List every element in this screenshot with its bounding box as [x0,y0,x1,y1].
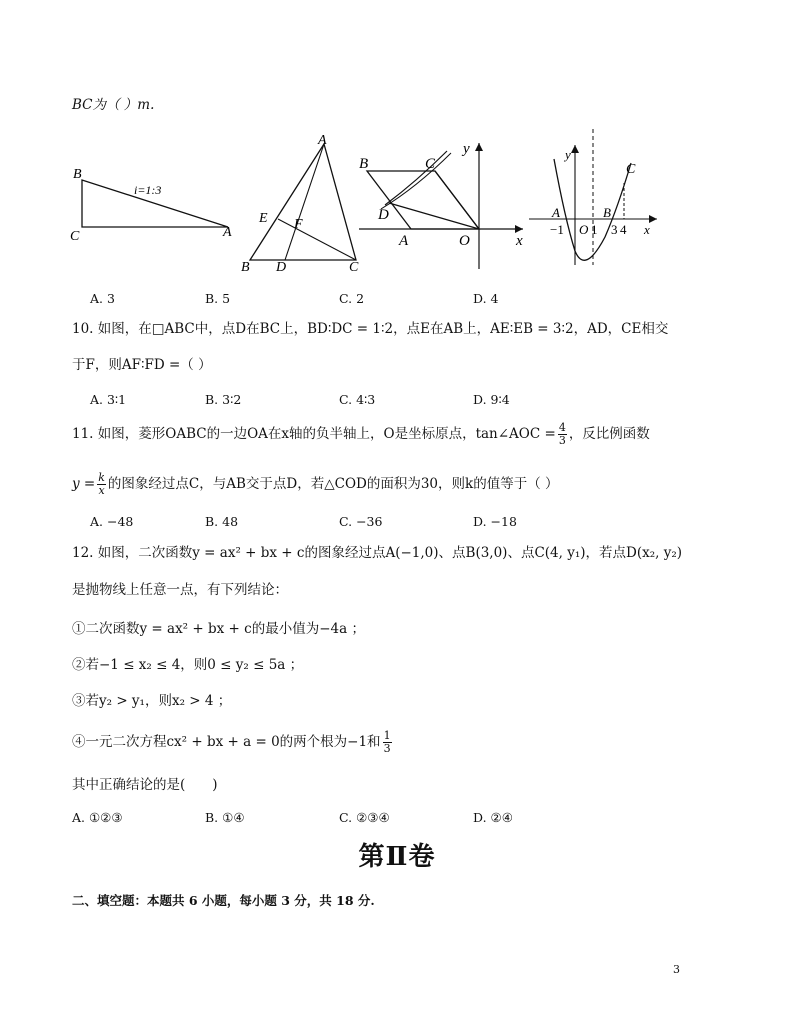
fig2-label-b: B [241,260,250,275]
fig2-label-f: F [294,217,303,232]
fig3-label-o: O [459,233,470,249]
figure-parabola [525,125,665,270]
q11-line2 [72,472,558,497]
q11-tan-fraction [558,422,567,447]
q9-option-d[interactable]: D. 4 [473,291,499,306]
q12-c4-numerator: 1 [383,729,391,742]
q10-option-b[interactable]: B. 3∶2 [205,392,242,407]
q12-option-d[interactable]: D. ②④ [473,810,513,825]
fig4-label-a: A [552,205,560,220]
q12-c4-fraction [383,730,392,755]
fig4-label-b: B [603,205,611,220]
figure-rhombus-hyperbola [355,135,535,275]
q12-option-b[interactable]: B. ①④ [205,810,245,825]
page-number: 3 [673,963,680,976]
q12-line1: 12. 如图，二次函数y = ax² + bx + c的图象经过点A(−1,0)、点B(3,0)、点C(4, y₁)，若点D(x₂, y₂) [72,545,683,561]
q11-x-denominator: x [98,484,105,497]
q11-line2-y: y = [72,476,96,492]
fig1-label-b: B [73,167,82,182]
fig3-label-c: C [425,156,436,172]
fig1-label-a: A [223,225,232,240]
fig4-label-x: x [644,222,650,237]
q11-kx-fraction [97,472,106,497]
fig2-label-a: A [318,133,327,148]
fig3-label-b: B [359,156,369,172]
q11-line1-post: ，反比例函数 [568,426,650,442]
q9-option-a[interactable]: A. 3 [90,291,115,306]
fig4-tick-3: 3 [611,222,618,237]
q11-option-a[interactable]: A. −48 [90,514,134,529]
section2-heading: 二、填空题：本题共 6 小题，每小题 3 分，共 18 分. [72,893,375,908]
figure-slope-triangle [60,160,240,245]
fig2-label-e: E [259,211,268,226]
q12-option-c[interactable]: C. ②③④ [339,810,390,825]
q11-line2-post: 的图象经过点C，与AB交于点D，若△COD的面积为30，则k的值等于（ ） [107,476,559,492]
q10-option-a[interactable]: A. 3∶1 [90,392,127,407]
q10-option-c[interactable]: C. 4∶3 [339,392,376,407]
q12-c4-pre: ④一元二次方程cx² + bx + a = 0的两个根为−1和 [72,734,381,750]
fig4-tick-4: 4 [620,222,627,237]
q12-conclusion-1: ①二次函数y = ax² + bx + c的最小值为−4a ； [72,621,365,637]
fig2-label-d: D [276,260,287,275]
fig4-label-y: y [565,147,571,162]
q12-line2: 是抛物线上任意一点，有下列结论： [72,582,288,598]
fig3-label-a: A [399,233,409,249]
q10-line2: 于F，则AF∶FD =（ ） [72,357,212,373]
fig4-label-c: C [626,162,636,177]
fig1-label-c: C [70,229,80,244]
q12-conclusion-2: ②若−1 ≤ x₂ ≤ 4，则0 ≤ y₂ ≤ 5a ； [72,657,304,673]
q10-option-d[interactable]: D. 9∶4 [473,392,510,407]
fig3-label-d: D [378,207,389,223]
q11-line1-pre: 11. 如图，菱形OABC的一边OA在x轴的负半轴上，O是坐标原点，tan∠AOC = [72,426,556,442]
q12-option-a[interactable]: A. ①②③ [72,810,123,825]
q11-option-b[interactable]: B. 48 [205,514,239,529]
figure-triangle-cevians [236,130,369,275]
q9-option-b[interactable]: B. 5 [205,291,231,306]
q11-option-c[interactable]: C. −36 [339,514,383,529]
q12-conclusion-4 [72,730,394,755]
fig1-slope-label: i=1:3 [134,183,162,197]
q11-tan-numerator: 4 [558,421,566,434]
fig4-tick-neg1: −1 [550,222,564,237]
intro-text: BC为（ ）m. [72,97,155,113]
q10-line1: 10. 如图，在□ABC中，点D在BC上，BD∶DC = 1∶2，点E在AB上，AE∶EB = 3∶2，AD，CE相交 [72,321,669,337]
q12-c4-denominator: 3 [383,742,391,755]
q11-k-numerator: k [98,471,105,484]
section-title: 第Ⅱ卷 [358,842,436,872]
q12-conclusion-3: ③若y₂ > y₁，则x₂ > 4 ； [72,693,232,709]
q11-line1 [72,422,650,447]
fig3-label-x: x [516,233,523,249]
q12-question: 其中正确结论的是( ) [72,777,218,793]
q9-option-c[interactable]: C. 2 [339,291,365,306]
q11-tan-denominator: 3 [558,434,566,447]
fig4-tick-1: 1 [591,222,598,237]
q11-option-d[interactable]: D. −18 [473,514,517,529]
fig2-label-c: C [349,260,359,275]
fig4-label-o: O [579,222,589,237]
fig3-label-y: y [463,141,470,157]
